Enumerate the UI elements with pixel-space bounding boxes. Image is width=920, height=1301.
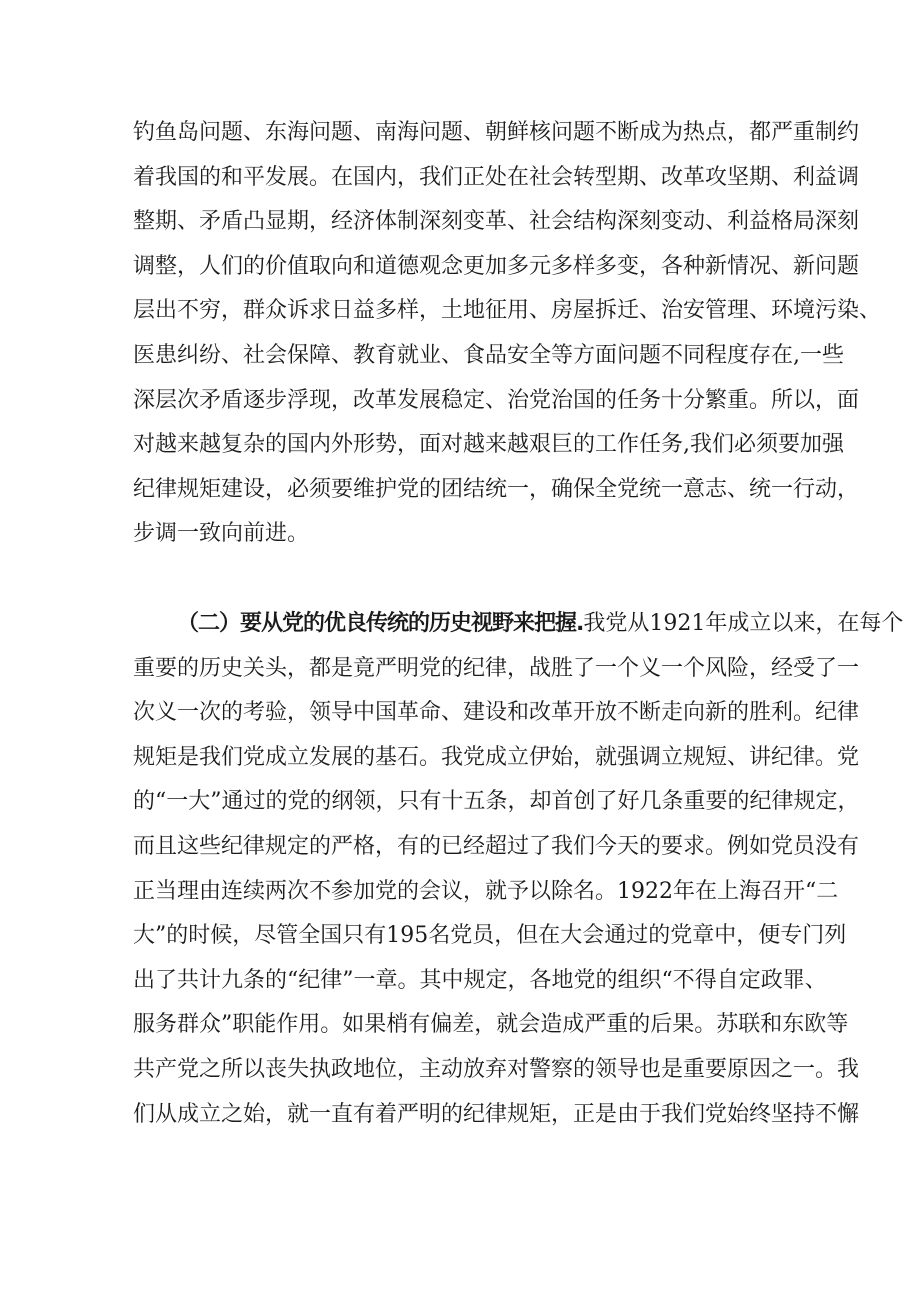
paragraph-1-line: 调整，人们的价值取向和道德观念更加多元多样多变，各种新情况、新问题 [133,253,860,279]
paragraph-2-first-line [133,602,904,647]
paragraph-2-line: 共产党之所以丧失执政地位，主动放弃对警察的领导也是重要原因之一。我 [133,1056,860,1082]
paragraph-2-line: 大”的时候，尽管全国只有195名党员，但在大会通过的党章中，便专门列 [133,923,847,949]
paragraph-1-line: 纪律规矩建设，必须要维护党的团结统一，确保全党统一意志、统一行动， [133,476,860,502]
paragraph-2-line: 服务群众”职能作用。如果梢有偏差，就会造成严重的后果。苏联和东欧等 [133,1012,849,1038]
paragraph-2-first-line-text: 我党从1921年成立以来，在每个 [583,611,904,636]
paragraph-1-line: 步调一致向前进。 [133,521,310,547]
paragraph-1-line: 层出不穷，群众诉求日益多样，土地征用、房屋拆迁、治安管理、环境污染、 [133,298,882,324]
paragraph-2-line: 的“一大”通过的党的纲领，只有十五条，却首创了好几条重要的纪律规定， [133,789,860,815]
paragraph-1-line: 对越来越复杂的国内外形势，面对越来越艰巨的工作任务,我们必须要加强 [133,432,844,458]
paragraph-1-line: 整期、矛盾凸显期，经济体制深刻变革、社会结构深刻变动、利益格局深刻 [133,209,860,235]
paragraph-2-line: 出了共计九条的“纪律”一章。其中规定，各地党的组织“不得自定政罪、 [133,967,827,993]
paragraph-2 [133,602,904,1137]
paragraph-2-line: 重要的历史关头，都是竟严明党的纪律，战胜了一个义一个风险，经受了一 [133,655,860,681]
paragraph-2-line: 正当理由连续两次不参加党的会议，就予以除名。1922年在上海召开“二 [133,878,839,904]
paragraph-1-line: 着我国的和平发展。在国内，我们正处在社会转型期、改革攻坚期、利益调 [133,164,860,190]
paragraph-2-line: 们从成立之始，就一直有着严明的纪律规矩，正是由于我们党始终坚持不懈 [133,1101,860,1127]
paragraph-1-line: 钓鱼岛问题、东海问题、南海问题、朝鲜核问题不断成为热点，都严重制约 [133,120,860,145]
paragraph-2-line: 次义一次的考验，领导中国革命、建设和改革开放不断走向新的胜利。纪律 [133,700,860,726]
paragraph-1-line: 深层次矛盾逐步浮现，改革发展稳定、治党治国的任务十分繁重。所以，面 [133,387,860,413]
paragraph-2-line: 而且这些纪律规定的严格，有的已经超过了我们今天的要求。例如党员没有 [133,833,860,859]
section-heading: （二）要从党的优良传统的历史视野来把握. [177,611,584,636]
paragraph-2-line: 规矩是我们党成立发展的基石。我党成立伊始，就强调立规短、讲纪律。党 [133,744,860,770]
paragraph-1-line: 医患纠纷、社会保障、教育就业、食品安全等方面问题不同程度存在,一些 [133,342,844,368]
paragraph-1 [133,111,882,557]
